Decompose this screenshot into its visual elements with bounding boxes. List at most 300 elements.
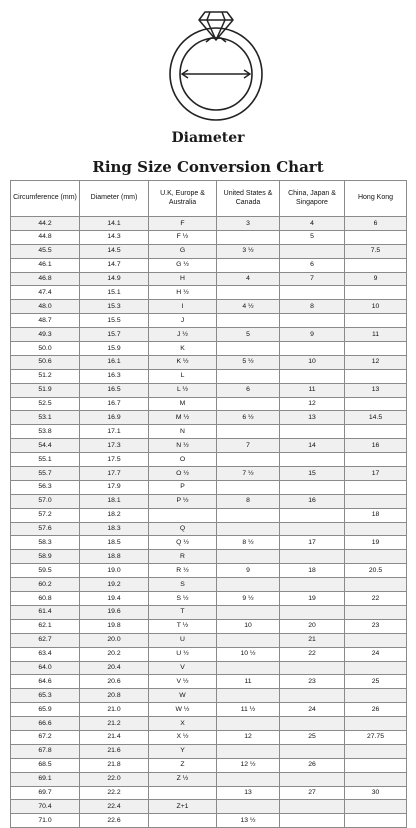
- circumference-cell: 57.0: [11, 494, 80, 508]
- china-size-cell: 18: [280, 564, 345, 578]
- hk-size-cell: 30: [345, 786, 407, 800]
- us-size-cell: [217, 717, 280, 731]
- diameter-cell: 21.6: [80, 744, 149, 758]
- table-row: [11, 467, 407, 481]
- header-us-canada: United States & Canada: [217, 181, 280, 217]
- uk-size-cell: O ½: [149, 467, 217, 481]
- table-row: [11, 786, 407, 800]
- diagram-label: Diameter: [171, 130, 245, 146]
- us-size-cell: [217, 342, 280, 356]
- hk-size-cell: [345, 425, 407, 439]
- table-row: [11, 342, 407, 356]
- circumference-cell: 48.7: [11, 314, 80, 328]
- diameter-cell: 20.6: [80, 675, 149, 689]
- china-size-cell: 4: [280, 217, 345, 231]
- table-row: [11, 536, 407, 550]
- circumference-cell: 45.5: [11, 244, 80, 258]
- table-row: [11, 730, 407, 744]
- header-diameter: Diameter (mm): [80, 181, 149, 217]
- uk-size-cell: P: [149, 480, 217, 494]
- us-size-cell: [217, 369, 280, 383]
- china-size-cell: [280, 425, 345, 439]
- hk-size-cell: [345, 717, 407, 731]
- diameter-cell: 19.8: [80, 619, 149, 633]
- china-size-cell: [280, 453, 345, 467]
- uk-size-cell: M ½: [149, 411, 217, 425]
- ring-diagram: [0, 0, 416, 130]
- table-row: [11, 453, 407, 467]
- us-size-cell: [217, 453, 280, 467]
- china-size-cell: [280, 605, 345, 619]
- china-size-cell: [280, 661, 345, 675]
- table-row: [11, 314, 407, 328]
- circumference-cell: 60.8: [11, 592, 80, 606]
- hk-size-cell: [345, 230, 407, 244]
- table-row: [11, 397, 407, 411]
- circumference-cell: 44.8: [11, 230, 80, 244]
- header-uk-europe-australia: U.K, Europe & Australia: [149, 181, 217, 217]
- china-size-cell: 8: [280, 300, 345, 314]
- diameter-cell: 17.9: [80, 480, 149, 494]
- circumference-cell: 52.5: [11, 397, 80, 411]
- uk-size-cell: V: [149, 661, 217, 675]
- table-row: [11, 425, 407, 439]
- hk-size-cell: [345, 314, 407, 328]
- table-row: [11, 675, 407, 689]
- hk-size-cell: [345, 689, 407, 703]
- us-size-cell: 12 ½: [217, 758, 280, 772]
- circumference-cell: 57.6: [11, 522, 80, 536]
- uk-size-cell: R ½: [149, 564, 217, 578]
- diameter-cell: 14.7: [80, 258, 149, 272]
- circumference-cell: 47.4: [11, 286, 80, 300]
- us-size-cell: 9: [217, 564, 280, 578]
- us-size-cell: [217, 508, 280, 522]
- circumference-cell: 50.6: [11, 355, 80, 369]
- uk-size-cell: O: [149, 453, 217, 467]
- china-size-cell: 5: [280, 230, 345, 244]
- circumference-cell: 60.2: [11, 578, 80, 592]
- uk-size-cell: N ½: [149, 439, 217, 453]
- hk-size-cell: [345, 522, 407, 536]
- hk-size-cell: [345, 397, 407, 411]
- uk-size-cell: [149, 786, 217, 800]
- us-size-cell: 12: [217, 730, 280, 744]
- us-size-cell: 6: [217, 383, 280, 397]
- diameter-cell: 15.7: [80, 328, 149, 342]
- table-row: [11, 550, 407, 564]
- us-size-cell: 10 ½: [217, 647, 280, 661]
- diameter-arrow-icon: [182, 70, 250, 78]
- hk-size-cell: [345, 258, 407, 272]
- uk-size-cell: K: [149, 342, 217, 356]
- uk-size-cell: [149, 814, 217, 828]
- china-size-cell: [280, 689, 345, 703]
- table-row: [11, 703, 407, 717]
- circumference-cell: 70.4: [11, 800, 80, 814]
- diameter-cell: 22.4: [80, 800, 149, 814]
- us-size-cell: [217, 230, 280, 244]
- uk-size-cell: W ½: [149, 703, 217, 717]
- us-size-cell: 3 ½: [217, 244, 280, 258]
- uk-size-cell: F ½: [149, 230, 217, 244]
- hk-size-cell: [345, 494, 407, 508]
- hk-size-cell: [345, 369, 407, 383]
- china-size-cell: 23: [280, 675, 345, 689]
- circumference-cell: 64.0: [11, 661, 80, 675]
- circumference-cell: 46.1: [11, 258, 80, 272]
- circumference-cell: 44.2: [11, 217, 80, 231]
- china-size-cell: 24: [280, 703, 345, 717]
- diameter-cell: 16.9: [80, 411, 149, 425]
- circumference-cell: 49.3: [11, 328, 80, 342]
- china-size-cell: 17: [280, 536, 345, 550]
- china-size-cell: [280, 717, 345, 731]
- china-size-cell: 22: [280, 647, 345, 661]
- table-row: [11, 619, 407, 633]
- table-row: [11, 383, 407, 397]
- uk-size-cell: L ½: [149, 383, 217, 397]
- table-row: [11, 411, 407, 425]
- uk-size-cell: H ½: [149, 286, 217, 300]
- hk-size-cell: 14.5: [345, 411, 407, 425]
- table-row: [11, 258, 407, 272]
- uk-size-cell: M: [149, 397, 217, 411]
- us-size-cell: [217, 772, 280, 786]
- china-size-cell: 19: [280, 592, 345, 606]
- hk-size-cell: 7.5: [345, 244, 407, 258]
- uk-size-cell: I: [149, 300, 217, 314]
- china-size-cell: 6: [280, 258, 345, 272]
- hk-size-cell: 20.5: [345, 564, 407, 578]
- circumference-cell: 58.3: [11, 536, 80, 550]
- table-row: [11, 800, 407, 814]
- hk-size-cell: 17: [345, 467, 407, 481]
- uk-size-cell: U ½: [149, 647, 217, 661]
- hk-size-cell: [345, 744, 407, 758]
- table-row: [11, 217, 407, 231]
- circumference-cell: 55.1: [11, 453, 80, 467]
- uk-size-cell: T ½: [149, 619, 217, 633]
- china-size-cell: [280, 744, 345, 758]
- circumference-cell: 53.8: [11, 425, 80, 439]
- uk-size-cell: Z ½: [149, 772, 217, 786]
- table-row: [11, 508, 407, 522]
- diameter-cell: 16.7: [80, 397, 149, 411]
- table-row: [11, 592, 407, 606]
- us-size-cell: 5: [217, 328, 280, 342]
- us-size-cell: 8: [217, 494, 280, 508]
- hk-size-cell: 9: [345, 272, 407, 286]
- table-row: [11, 578, 407, 592]
- circumference-cell: 54.4: [11, 439, 80, 453]
- diameter-cell: 21.8: [80, 758, 149, 772]
- us-size-cell: 7: [217, 439, 280, 453]
- header-china-japan-singapore: China, Japan & Singapore: [280, 181, 345, 217]
- hk-size-cell: [345, 578, 407, 592]
- china-size-cell: 9: [280, 328, 345, 342]
- table-row: [11, 661, 407, 675]
- circumference-cell: 46.8: [11, 272, 80, 286]
- table-row: [11, 286, 407, 300]
- circumference-cell: 65.9: [11, 703, 80, 717]
- uk-size-cell: S ½: [149, 592, 217, 606]
- table-row: [11, 647, 407, 661]
- china-size-cell: [280, 814, 345, 828]
- uk-size-cell: Z+1: [149, 800, 217, 814]
- circumference-cell: 67.2: [11, 730, 80, 744]
- china-size-cell: [280, 244, 345, 258]
- diameter-cell: 18.3: [80, 522, 149, 536]
- diameter-cell: 18.5: [80, 536, 149, 550]
- diameter-cell: 20.0: [80, 633, 149, 647]
- china-size-cell: 14: [280, 439, 345, 453]
- diameter-cell: 18.8: [80, 550, 149, 564]
- uk-size-cell: J ½: [149, 328, 217, 342]
- uk-size-cell: S: [149, 578, 217, 592]
- hk-size-cell: [345, 633, 407, 647]
- us-size-cell: [217, 605, 280, 619]
- china-size-cell: [280, 480, 345, 494]
- diameter-cell: 15.3: [80, 300, 149, 314]
- hk-size-cell: 22: [345, 592, 407, 606]
- china-size-cell: 13: [280, 411, 345, 425]
- diameter-cell: 14.5: [80, 244, 149, 258]
- diameter-cell: 16.5: [80, 383, 149, 397]
- diameter-cell: 17.3: [80, 439, 149, 453]
- uk-size-cell: T: [149, 605, 217, 619]
- us-size-cell: [217, 689, 280, 703]
- us-size-cell: [217, 578, 280, 592]
- us-size-cell: 11: [217, 675, 280, 689]
- hk-size-cell: [345, 800, 407, 814]
- china-size-cell: 21: [280, 633, 345, 647]
- uk-size-cell: V ½: [149, 675, 217, 689]
- us-size-cell: [217, 425, 280, 439]
- us-size-cell: 13: [217, 786, 280, 800]
- circumference-cell: 50.0: [11, 342, 80, 356]
- table-row: [11, 522, 407, 536]
- us-size-cell: 7 ½: [217, 467, 280, 481]
- table-row: [11, 355, 407, 369]
- china-size-cell: [280, 342, 345, 356]
- us-size-cell: 11 ½: [217, 703, 280, 717]
- us-size-cell: 6 ½: [217, 411, 280, 425]
- uk-size-cell: K ½: [149, 355, 217, 369]
- circumference-cell: 71.0: [11, 814, 80, 828]
- table-row: [11, 328, 407, 342]
- diameter-cell: 22.6: [80, 814, 149, 828]
- us-size-cell: [217, 522, 280, 536]
- hk-size-cell: 18: [345, 508, 407, 522]
- hk-size-cell: 10: [345, 300, 407, 314]
- table-row: [11, 758, 407, 772]
- china-size-cell: [280, 800, 345, 814]
- us-size-cell: 5 ½: [217, 355, 280, 369]
- circumference-cell: 63.4: [11, 647, 80, 661]
- uk-size-cell: R: [149, 550, 217, 564]
- us-size-cell: [217, 286, 280, 300]
- uk-size-cell: X ½: [149, 730, 217, 744]
- china-size-cell: 11: [280, 383, 345, 397]
- circumference-cell: 62.7: [11, 633, 80, 647]
- china-size-cell: 26: [280, 758, 345, 772]
- diameter-cell: 19.6: [80, 605, 149, 619]
- hk-size-cell: 25: [345, 675, 407, 689]
- china-size-cell: [280, 578, 345, 592]
- circumference-cell: 66.6: [11, 717, 80, 731]
- china-size-cell: 10: [280, 355, 345, 369]
- diameter-cell: 19.2: [80, 578, 149, 592]
- hk-size-cell: [345, 286, 407, 300]
- china-size-cell: 7: [280, 272, 345, 286]
- diameter-cell: 17.5: [80, 453, 149, 467]
- diameter-cell: 14.9: [80, 272, 149, 286]
- diameter-cell: 15.1: [80, 286, 149, 300]
- us-size-cell: 9 ½: [217, 592, 280, 606]
- diameter-cell: 19.4: [80, 592, 149, 606]
- circumference-cell: 67.8: [11, 744, 80, 758]
- diameter-cell: 18.2: [80, 508, 149, 522]
- diameter-cell: 20.8: [80, 689, 149, 703]
- circumference-cell: 56.3: [11, 480, 80, 494]
- us-size-cell: 3: [217, 217, 280, 231]
- diameter-cell: 16.1: [80, 355, 149, 369]
- diameter-cell: 20.2: [80, 647, 149, 661]
- china-size-cell: [280, 369, 345, 383]
- china-size-cell: 25: [280, 730, 345, 744]
- us-size-cell: 4 ½: [217, 300, 280, 314]
- diameter-cell: 14.1: [80, 217, 149, 231]
- hk-size-cell: [345, 605, 407, 619]
- circumference-cell: 64.6: [11, 675, 80, 689]
- china-size-cell: [280, 550, 345, 564]
- circumference-cell: 61.4: [11, 605, 80, 619]
- china-size-cell: 16: [280, 494, 345, 508]
- uk-size-cell: F: [149, 217, 217, 231]
- uk-size-cell: X: [149, 717, 217, 731]
- circumference-cell: 65.3: [11, 689, 80, 703]
- diameter-cell: 17.1: [80, 425, 149, 439]
- us-size-cell: [217, 800, 280, 814]
- circumference-cell: 59.5: [11, 564, 80, 578]
- circumference-cell: 48.0: [11, 300, 80, 314]
- diameter-cell: 21.2: [80, 717, 149, 731]
- us-size-cell: 10: [217, 619, 280, 633]
- circumference-cell: 51.9: [11, 383, 80, 397]
- us-size-cell: [217, 550, 280, 564]
- hk-size-cell: [345, 453, 407, 467]
- table-row: [11, 744, 407, 758]
- hk-size-cell: 23: [345, 619, 407, 633]
- circumference-cell: 58.9: [11, 550, 80, 564]
- hk-size-cell: [345, 480, 407, 494]
- hk-size-cell: 24: [345, 647, 407, 661]
- uk-size-cell: L: [149, 369, 217, 383]
- uk-size-cell: N: [149, 425, 217, 439]
- diameter-cell: 15.5: [80, 314, 149, 328]
- uk-size-cell: H: [149, 272, 217, 286]
- diameter-cell: 15.9: [80, 342, 149, 356]
- us-size-cell: [217, 633, 280, 647]
- diameter-cell: 17.7: [80, 467, 149, 481]
- uk-size-cell: P ½: [149, 494, 217, 508]
- uk-size-cell: W: [149, 689, 217, 703]
- china-size-cell: 20: [280, 619, 345, 633]
- table-row: [11, 494, 407, 508]
- chart-title: Ring Size Conversion Chart: [92, 158, 324, 176]
- circumference-cell: 69.1: [11, 772, 80, 786]
- header-hong-kong: Hong Kong: [345, 181, 407, 217]
- us-size-cell: [217, 480, 280, 494]
- diameter-cell: 19.0: [80, 564, 149, 578]
- us-size-cell: [217, 314, 280, 328]
- diameter-cell: 20.4: [80, 661, 149, 675]
- china-size-cell: [280, 314, 345, 328]
- diameter-cell: 21.4: [80, 730, 149, 744]
- china-size-cell: 15: [280, 467, 345, 481]
- hk-size-cell: [345, 550, 407, 564]
- table-header-row: [11, 181, 407, 217]
- china-size-cell: 12: [280, 397, 345, 411]
- us-size-cell: 4: [217, 272, 280, 286]
- hk-size-cell: 12: [345, 355, 407, 369]
- diameter-cell: 16.3: [80, 369, 149, 383]
- circumference-cell: 57.2: [11, 508, 80, 522]
- table-row: [11, 369, 407, 383]
- table-row: [11, 244, 407, 258]
- hk-size-cell: [345, 772, 407, 786]
- table-row: [11, 480, 407, 494]
- hk-size-cell: 16: [345, 439, 407, 453]
- circumference-cell: 68.5: [11, 758, 80, 772]
- diameter-cell: 14.3: [80, 230, 149, 244]
- uk-size-cell: Y: [149, 744, 217, 758]
- us-size-cell: [217, 258, 280, 272]
- uk-size-cell: G ½: [149, 258, 217, 272]
- hk-size-cell: [345, 758, 407, 772]
- circumference-cell: 51.2: [11, 369, 80, 383]
- circumference-cell: 62.1: [11, 619, 80, 633]
- hk-size-cell: [345, 342, 407, 356]
- hk-size-cell: 26: [345, 703, 407, 717]
- hk-size-cell: 27.75: [345, 730, 407, 744]
- diameter-cell: 22.0: [80, 772, 149, 786]
- china-size-cell: [280, 508, 345, 522]
- table-row: [11, 605, 407, 619]
- circumference-cell: 53.1: [11, 411, 80, 425]
- hk-size-cell: 19: [345, 536, 407, 550]
- uk-size-cell: Z: [149, 758, 217, 772]
- diameter-cell: 21.0: [80, 703, 149, 717]
- table-row: [11, 439, 407, 453]
- uk-size-cell: Q: [149, 522, 217, 536]
- uk-size-cell: J: [149, 314, 217, 328]
- table-row: [11, 717, 407, 731]
- circumference-cell: 55.7: [11, 467, 80, 481]
- uk-size-cell: [149, 508, 217, 522]
- table-row: [11, 633, 407, 647]
- hk-size-cell: 11: [345, 328, 407, 342]
- china-size-cell: [280, 286, 345, 300]
- table-row: [11, 772, 407, 786]
- us-size-cell: [217, 661, 280, 675]
- uk-size-cell: U: [149, 633, 217, 647]
- table-row: [11, 300, 407, 314]
- table-row: [11, 272, 407, 286]
- us-size-cell: [217, 744, 280, 758]
- us-size-cell: [217, 397, 280, 411]
